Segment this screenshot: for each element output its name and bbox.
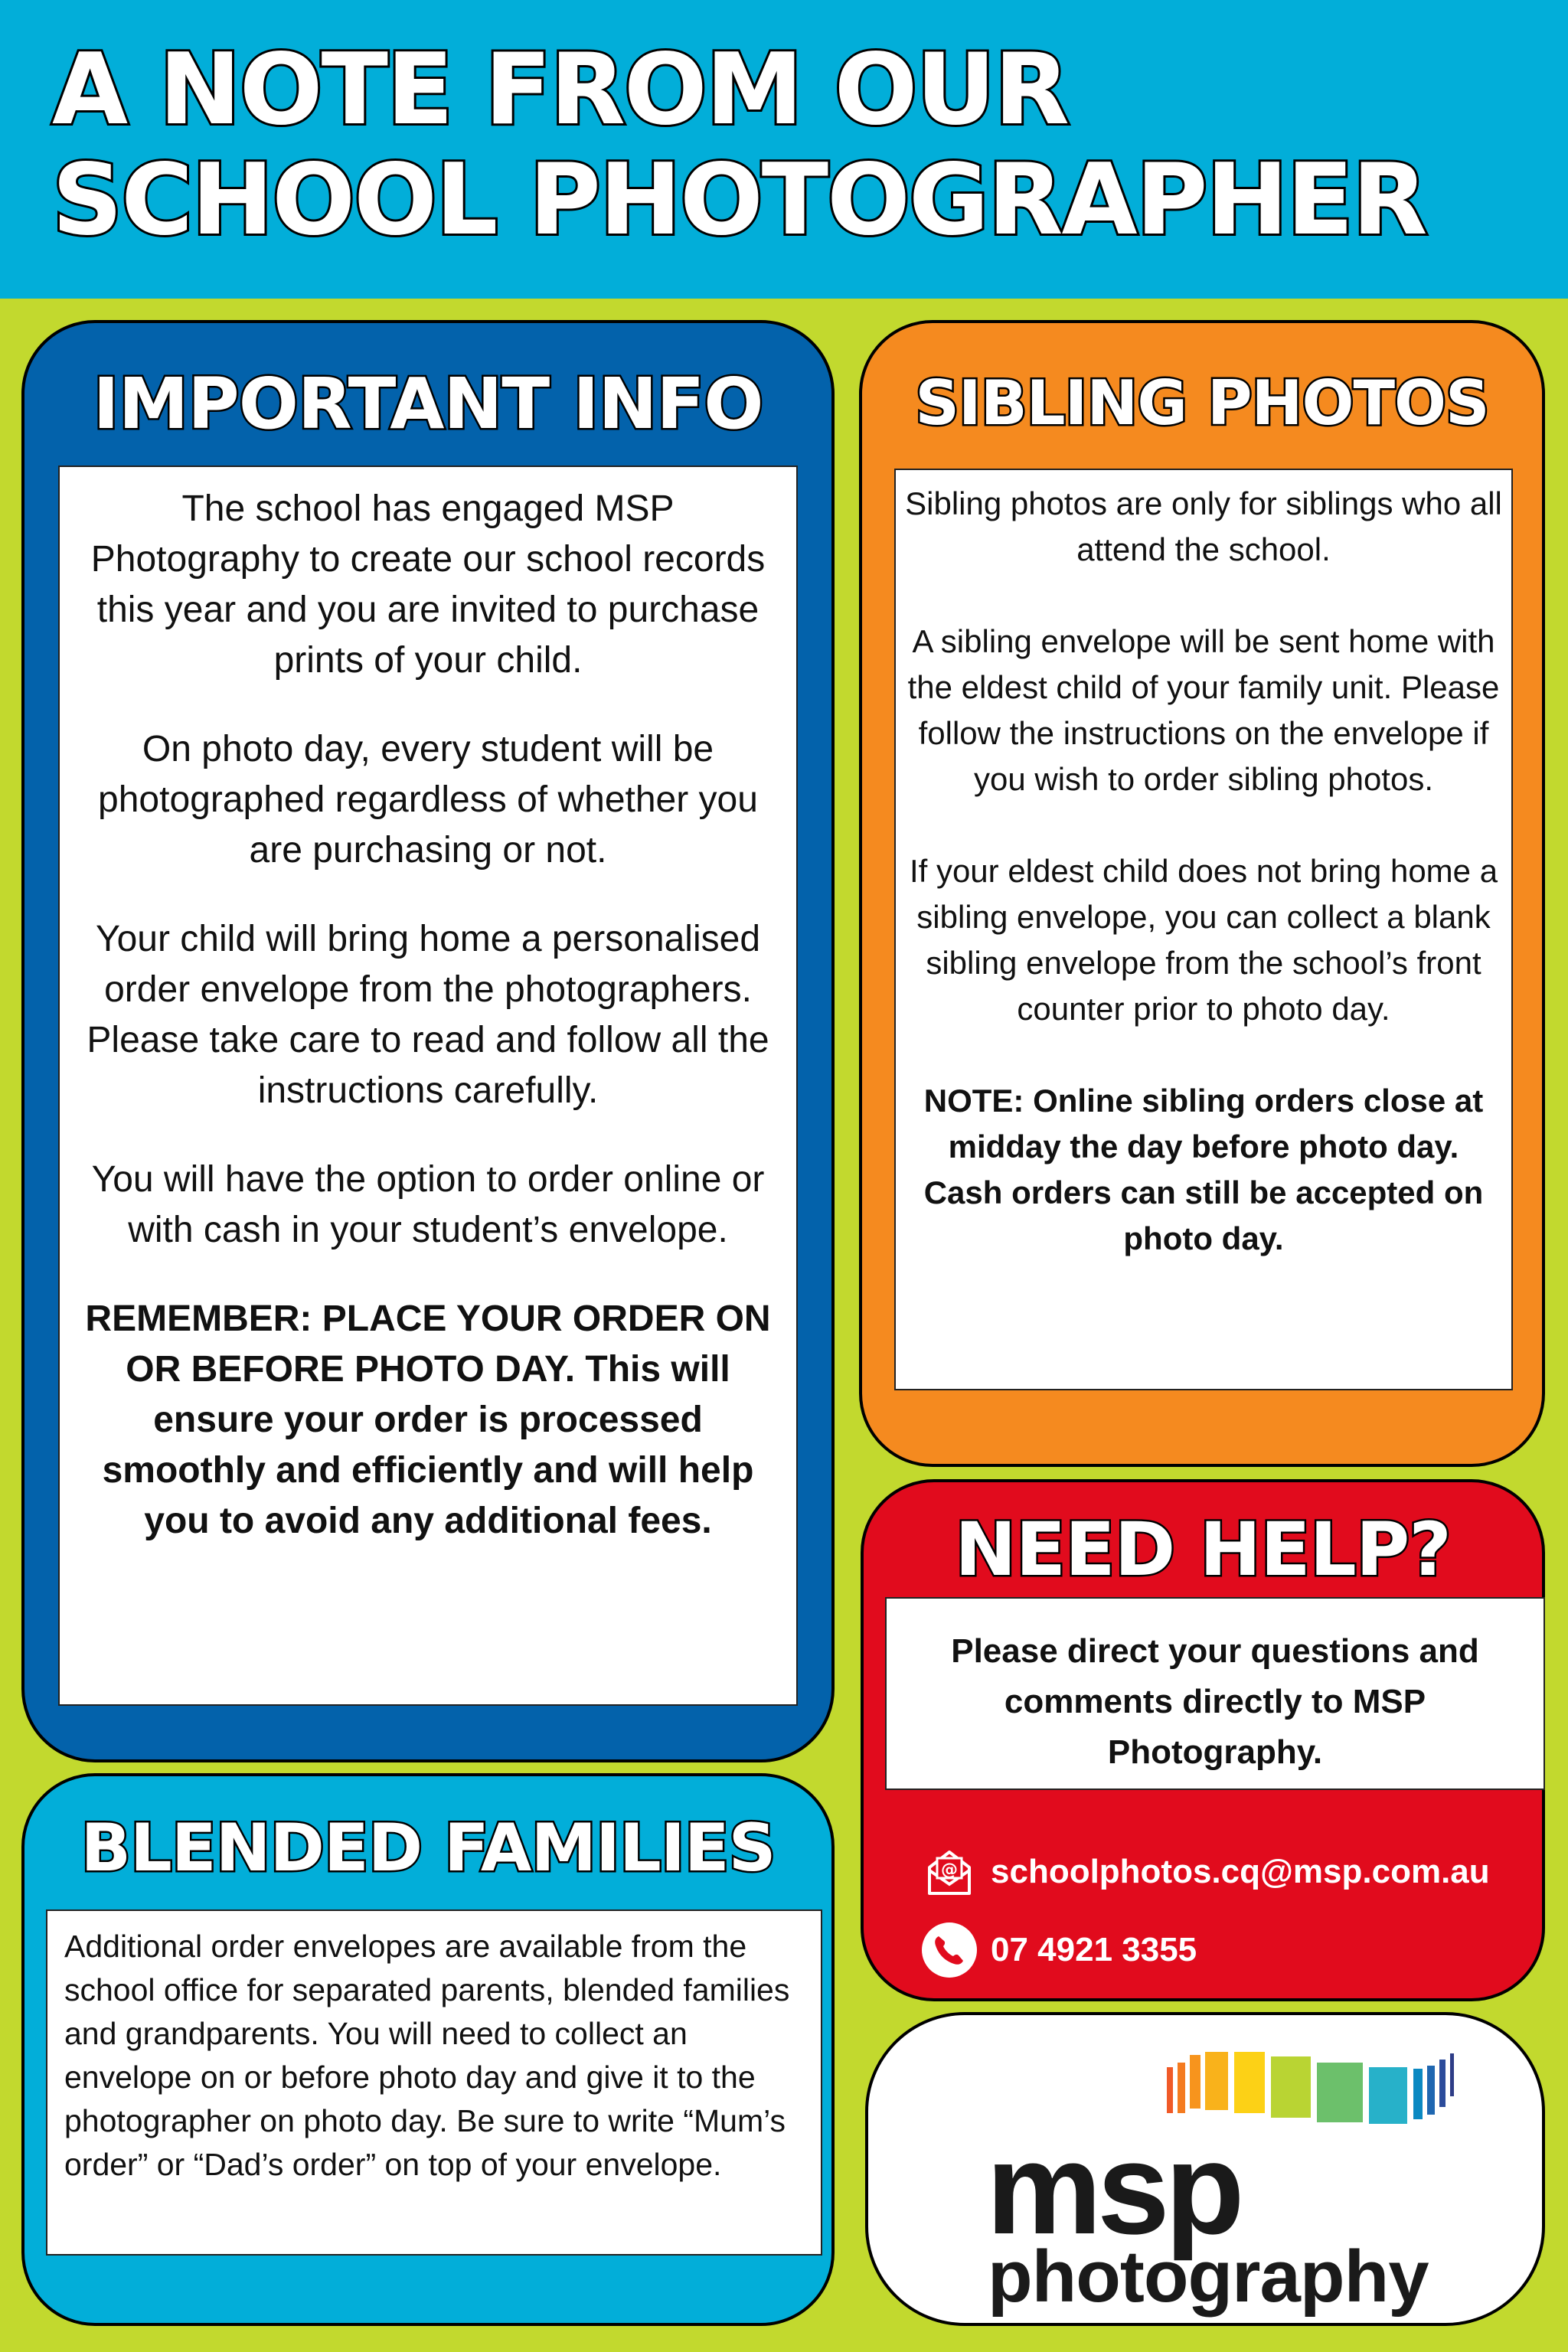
sibling-photos-panel [894,469,1513,1390]
page-title: A NOTE FROM OUR SCHOOL PHOTOGRAPHER [52,33,1426,257]
blended-families-text: Additional order envelopes are available from the school office for separated parents, blended families and grandparents. You will need to collect an envelope on or before photo day and give it to the photographer on photo day. Be sure to write “Mum’s order” or “Dad’s order” on top of your envelope. [64,1929,790,2182]
sibling-photos-title: SIBLING PHOTOS [915,368,1489,439]
need-help-title: NEED HELP? [955,1507,1451,1592]
sibling-paragraph: A sibling envelope will be sent home with the eldest child of your family unit. Please follow the instructions on the envelope if you wish to order sibling photos. [907,623,1500,797]
need-help-panel [885,1597,1545,1790]
header-banner [0,0,1568,299]
email-contact[interactable] [922,1844,1490,1900]
blended-families-title: BLENDED FAMILIES [80,1810,776,1886]
important-info-paragraph: The school has engaged MSP Photography to create our school records this year and you are invited to purchase prints of your child. [90,488,766,681]
need-help-text: Please direct your questions and comments directly to MSP Photography. [951,1632,1479,1771]
logo-wordmark-photography: photography [988,2236,1429,2318]
email-icon [922,1844,977,1900]
important-info-panel [58,466,798,1706]
sibling-photos-card [859,320,1545,1467]
phone-contact[interactable] [922,1922,1197,1978]
phone-icon [922,1922,977,1978]
email-address[interactable]: schoolphotos.cq@msp.com.au [991,1853,1490,1890]
important-info-paragraph: You will have the option to order online or with cash in your student’s envelope. [91,1159,765,1250]
blended-families-card [21,1773,835,2326]
svg-text:@: @ [941,1860,958,1880]
important-info-paragraph: Your child will bring home a personalised order envelope from the photographers. Please take care to read and follow all the instructions carefully. [87,919,769,1111]
sibling-note: NOTE: Online sibling orders close at midday the day before photo day. Cash orders can still be accepted on photo day. [923,1083,1484,1256]
need-help-card [861,1479,1545,2001]
important-info-reminder: REMEMBER: PLACE YOUR ORDER ON OR BEFORE PHOTO DAY. This will ensure your order is processed smoothly and efficiently and will help you to avoid any additional fees. [85,1298,771,1541]
blended-families-panel [46,1909,822,2256]
important-info-title: IMPORTANT INFO [93,363,763,445]
important-info-card [21,320,835,1762]
logo-card [865,2012,1545,2326]
sibling-paragraph: If your eldest child does not bring home a sibling envelope, you can collect a blank sibling envelope from the school’s front counter prior to photo day. [909,853,1498,1027]
sibling-paragraph: Sibling photos are only for siblings who all attend the school. [905,485,1502,567]
logo-wordmark-msp: msp [986,2116,1240,2262]
important-info-paragraph: On photo day, every student will be photographed regardless of whether you are purchasing or not. [98,729,758,871]
phone-number[interactable]: 07 4921 3355 [991,1931,1197,1968]
